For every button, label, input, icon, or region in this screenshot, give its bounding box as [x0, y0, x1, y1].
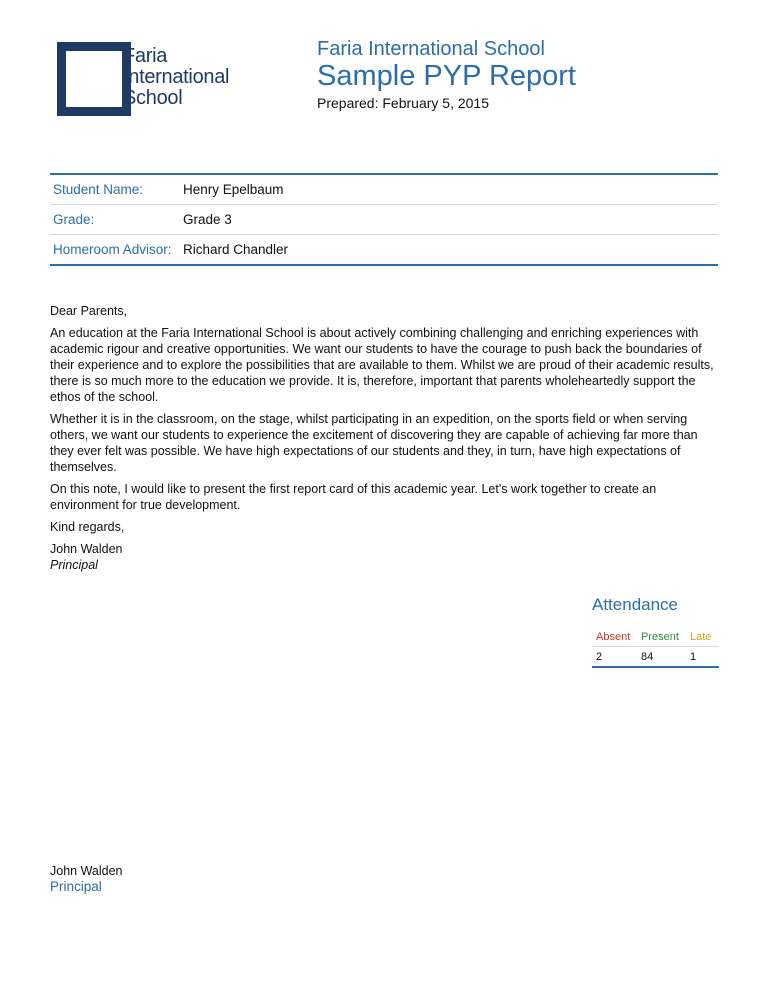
letter-signer-title: Principal: [50, 558, 98, 572]
info-label: Grade:: [53, 212, 95, 227]
logo-line-2: International: [123, 66, 230, 88]
logo-line-1: Faria: [123, 45, 168, 67]
absent-value: 2: [596, 650, 603, 663]
logo-line-3: School: [123, 87, 183, 109]
info-value: Grade 3: [183, 212, 232, 227]
footer-signature: [50, 863, 123, 895]
info-label: Student Name:: [53, 182, 144, 197]
school-name: Faria International School: [317, 38, 545, 60]
info-row-grade: [50, 205, 718, 235]
footer-title: Principal: [50, 879, 102, 894]
info-row-student-name: [50, 175, 718, 205]
attendance-header-row: [592, 627, 719, 647]
info-label: Homeroom Advisor:: [53, 242, 172, 257]
letter-paragraph-3: On this note, I would like to present the first report card of this academic year. Let's work together to create an environment for true development.: [50, 482, 657, 512]
school-logo: [57, 42, 257, 122]
present-header: Present: [641, 630, 679, 643]
attendance-title: Attendance: [592, 595, 679, 614]
logo-wordmark: [123, 46, 229, 109]
attendance-section: [592, 595, 719, 668]
footer-name: John Walden: [50, 864, 123, 878]
letter-salutation: Dear Parents,: [50, 304, 128, 318]
logo-square-icon: [57, 42, 131, 116]
prepared-date: Prepared: February 5, 2015: [317, 95, 489, 111]
attendance-value-row: [592, 647, 719, 666]
info-value: Richard Chandler: [183, 242, 289, 257]
attendance-table: [592, 627, 719, 668]
present-value: 84: [641, 650, 654, 663]
absent-header: Absent: [596, 630, 631, 643]
info-row-homeroom-advisor: [50, 235, 718, 264]
report-title: Sample PYP Report: [317, 60, 576, 92]
letter-signer-name: John Walden: [50, 542, 123, 556]
late-header: Late: [690, 630, 712, 643]
letter-paragraph-1: An education at the Faria International School is about actively combining challenging and enriching experiences with academic rigour and creative opportunities. We want our students to have the courage to push back the boundaries of their experience and to explore the possibilities that are available to them. Whilst we are proud of their academic results, there is so much more to the education we provide. It is, therefore, important that parents wholeheartedly support the ethos of the school.: [50, 326, 714, 404]
late-value: 1: [690, 650, 697, 663]
report-header: [317, 38, 737, 112]
letter-closing: Kind regards,: [50, 520, 125, 534]
info-value: Henry Epelbaum: [183, 182, 284, 197]
student-info-table: [50, 173, 718, 266]
principal-letter: [50, 303, 722, 573]
letter-paragraph-2: Whether it is in the classroom, on the stage, whilst participating in an expedition, on the sports field or when serving others, we want our students to experience the excitement of discovering they are capable of achieving far more than they ever felt was possible. We have high expectations of our students and they, in turn, have high expectations of themselves.: [50, 412, 698, 474]
